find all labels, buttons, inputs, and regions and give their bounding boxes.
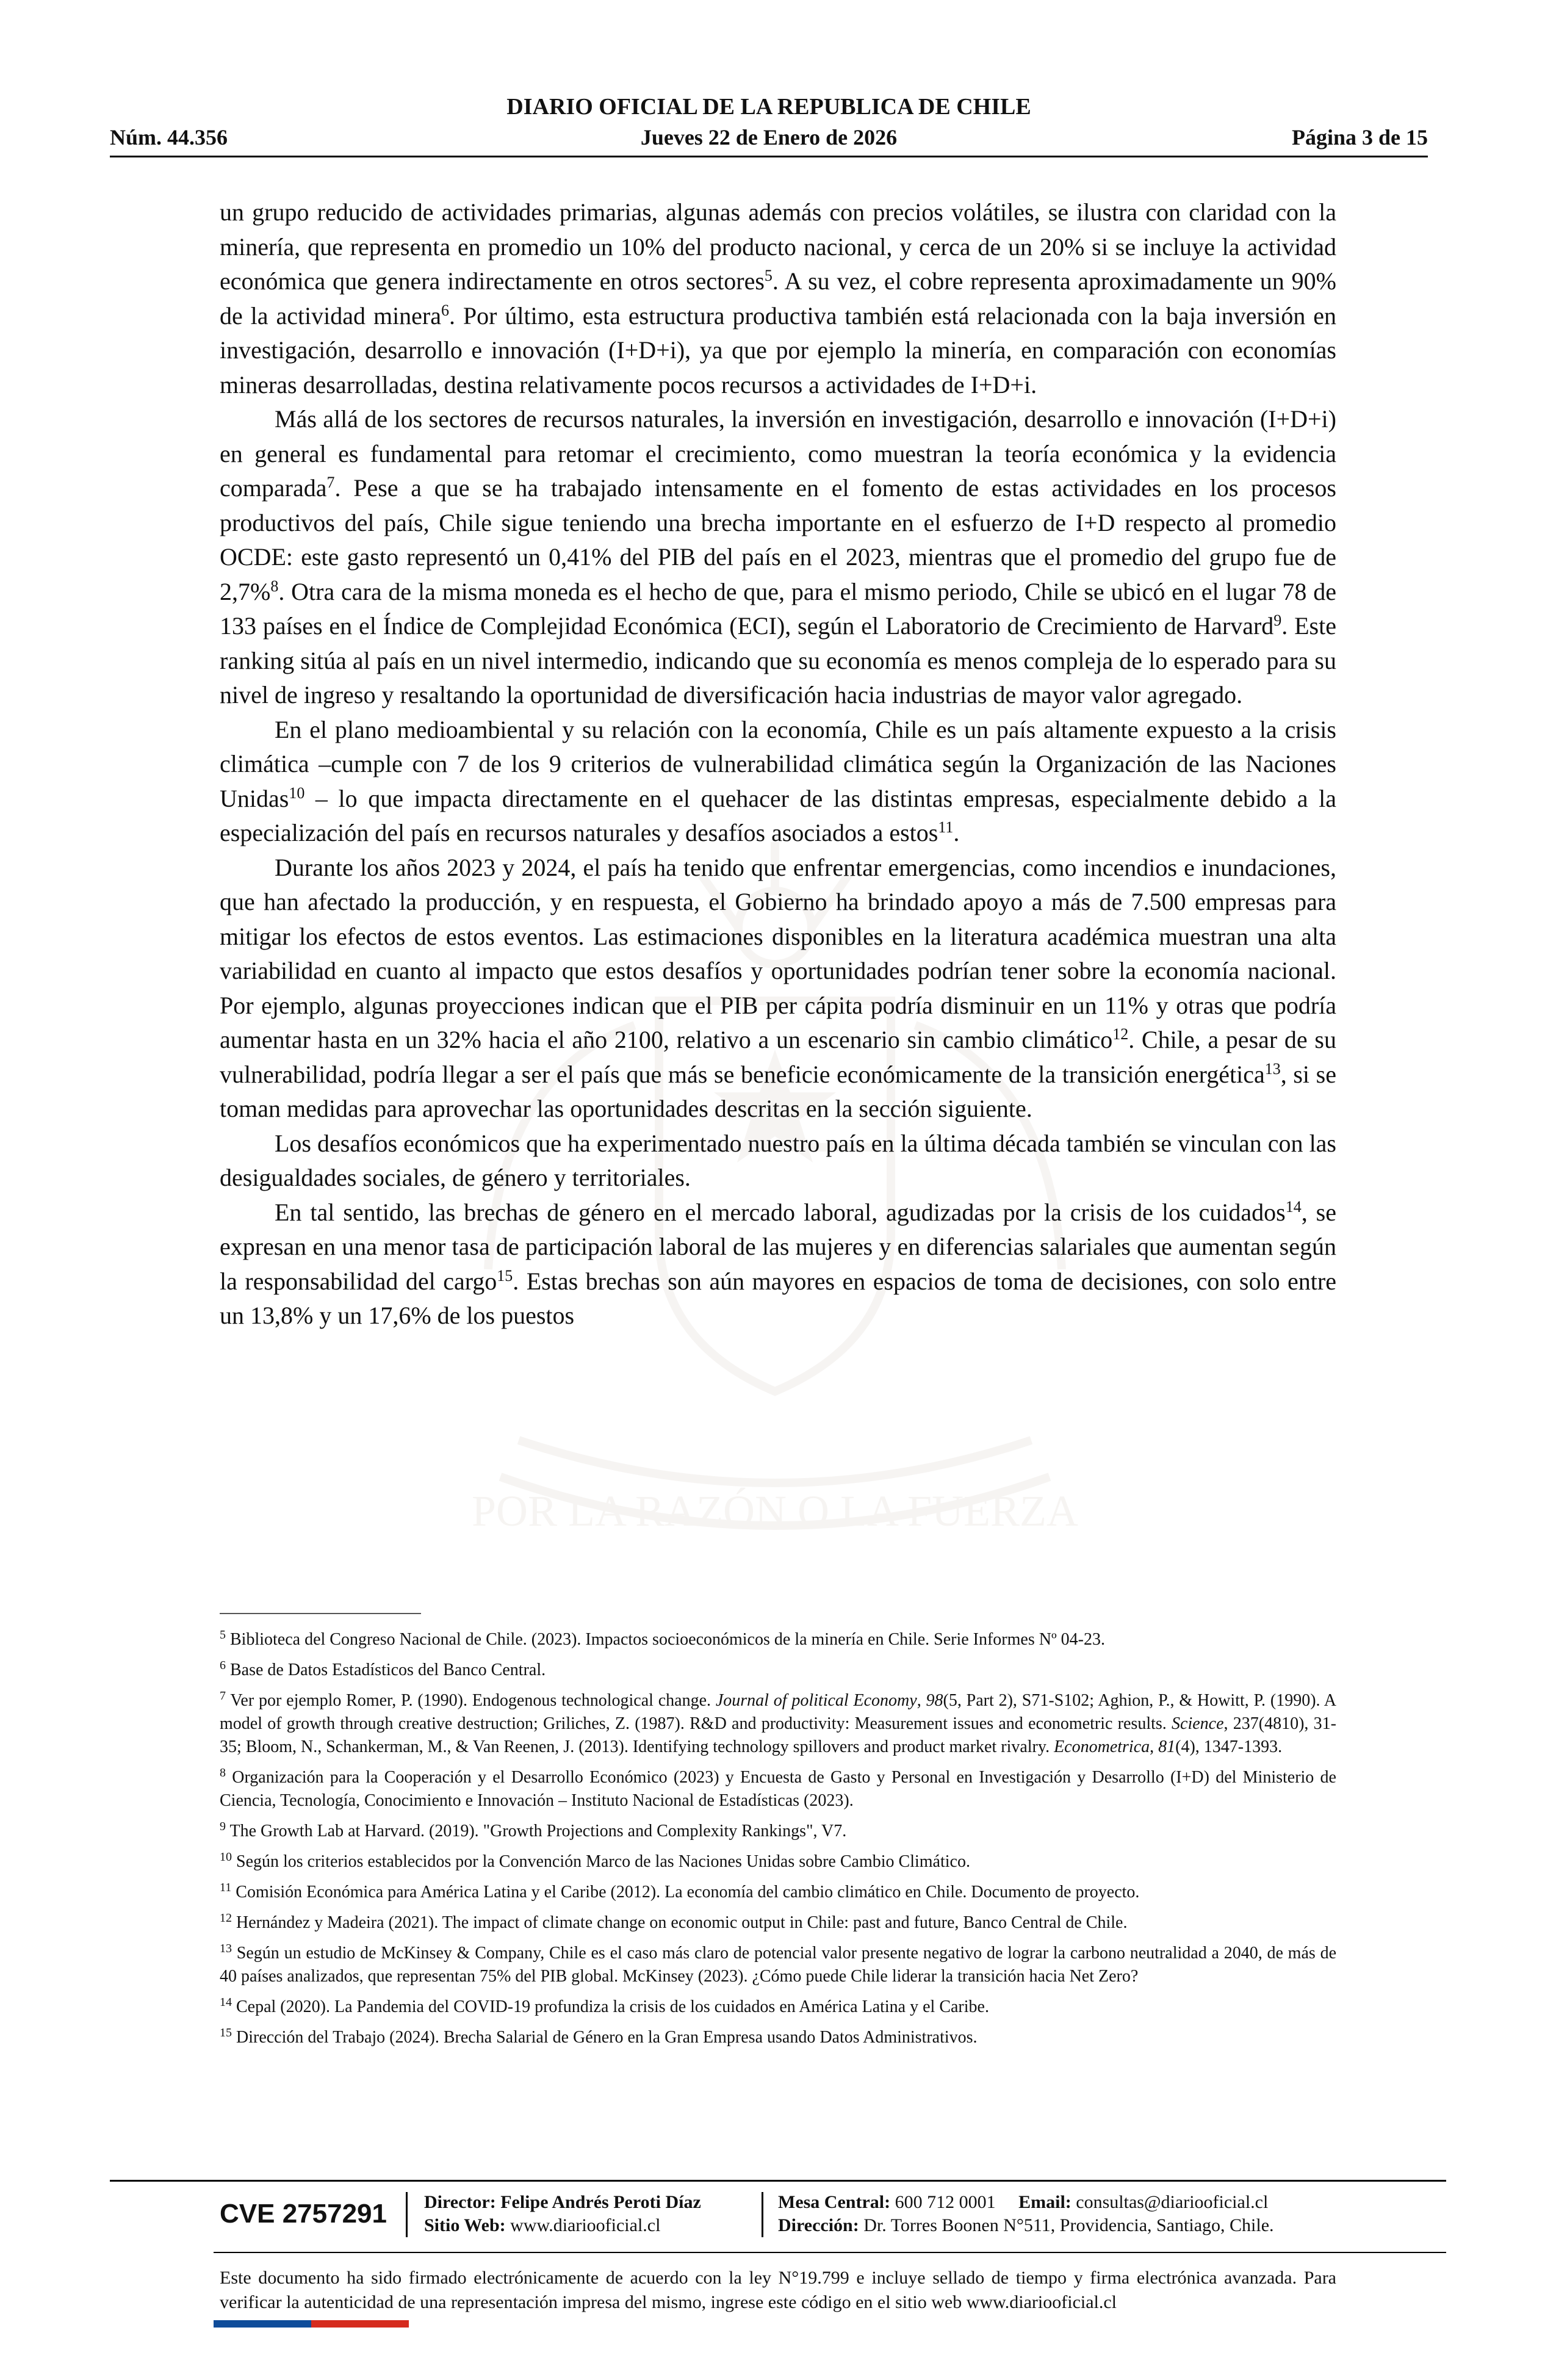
footnote-ref: 7 xyxy=(220,1689,226,1703)
footnote-ref: 9 xyxy=(1273,611,1282,629)
footnote-ref: 8 xyxy=(220,1766,226,1780)
paragraph: Los desafíos económicos que ha experimentado nuestro país en la última década también se vinculan con las desigualdades sociales, de género y territoriales. xyxy=(220,1129,1336,1191)
footnote-ref: 14 xyxy=(1285,1197,1302,1216)
footnote-ref: 15 xyxy=(220,2026,232,2039)
website-link[interactable]: www.diariooficial.cl xyxy=(510,2215,661,2235)
website-label: Sitio Web: xyxy=(424,2215,506,2235)
footnote-ref: 12 xyxy=(220,1911,232,1925)
footnote-ref: 13 xyxy=(220,1942,232,1955)
header-divider xyxy=(110,156,1428,157)
footer-director-block xyxy=(424,2191,701,2237)
director-label: Director: xyxy=(424,2192,496,2212)
footnote-ref: 6 xyxy=(441,301,450,319)
footnote-ref: 10 xyxy=(220,1850,232,1864)
address-label: Dirección: xyxy=(778,2215,859,2235)
legal-notice: Este documento ha sido firmado electrónicamente de acuerdo con la ley N°19.799 e incluye sellado de tiempo y firma electrónica avanzada. Para verificar la autenticidad de una representación impresa del mismo, ingrese este código en el sitio web www.diariooficial.cl xyxy=(220,2268,1336,2312)
footnote-divider xyxy=(220,1613,421,1614)
footnote: $^7$ Ver por ejemplo Romer, P. (1990). Endogenous technological change. Journal of political Economy, 98(5, Part 2), S71-S102; Aghion, P., & Howitt, P. (1990). A model of growth through creative destruction; Griliches, Z. (1987). R&D and productivity: Measurement issues and econometric results. Science, 237(4810), 31-35; Bloom, N., Schankerman, M., & Van Reenen, J. (2013). Identifying technology spillovers and product market rivalry. Econometrica, 81(4), 1347-1393. xyxy=(220,1689,1337,1756)
italic-title: Econometrica xyxy=(1054,1737,1150,1756)
footnote: $^{11}$ Comisión Económica para América Latina y el Caribe (2012). La economía del cambio climático en Chile. Documento de proyecto. xyxy=(220,1881,1140,1902)
footnote-ref: 14 xyxy=(220,1996,232,2009)
footer-contact-block xyxy=(778,2191,1274,2237)
footnote: $^8$ Organización para la Cooperación y el Desarrollo Económico (2023) y Encuesta de Gasto y Personal en Investigación y Desarrollo (I+D) del Ministerio de Ciencia, Tecnología, Conocimiento e Innovación – Instituto Nacional de Estadísticas (2023). xyxy=(220,1766,1336,1810)
italic-title: 98 xyxy=(926,1691,943,1710)
footer-separator xyxy=(762,2192,763,2237)
footnote-ref: 10 xyxy=(289,784,305,802)
footnote-ref: 6 xyxy=(220,1659,226,1672)
flag-stripe-blue xyxy=(214,2320,311,2328)
paragraph: En el plano medioambiental y su relación con la economía, Chile es un país altamente expuesto a la crisis climática –cumple con 7 de los 9 criterios de vulnerabilidad climática según la Organización de las Naciones Unidas$^{10}$ – lo que impacta directamente en el quehacer de las distintas empresas, especialmente debido a la especialización del país en recursos naturales y desafíos asociados a estos$^{11}$. xyxy=(220,715,1336,846)
address: Dr. Torres Boonen N°511, Providencia, Santiago, Chile. xyxy=(863,2215,1274,2235)
footnote-ref: 13 xyxy=(1264,1059,1281,1078)
footnotes xyxy=(220,1628,1336,2057)
paragraph: Más allá de los sectores de recursos naturales, la inversión en investigación, desarrollo e innovación (I+D+i) en general es fundamental para retomar el crecimiento, como muestran la teoría económica y la evidencia comparada$^7$. Pese a que se ha trabajado intensamente en el fomento de estas actividades en los procesos productivos del país, Chile sigue teniendo una brecha importante en el esfuerzo de I+D respecto al promedio OCDE: este gasto representó un 0,41% del PIB del país en el 2023, mientras que el promedio del grupo fue de 2,7%$^8$. Otra cara de la misma moneda es el hecho de que, para el mismo periodo, Chile se ubicó en el lugar 78 de 133 países en el Índice de Complejidad Económica (ECI), según el Laboratorio de Crecimiento de Harvard$^9$. Este ranking sitúa al país en un nivel intermedio, indicando que su economía es menos compleja de lo esperado para su nivel de ingreso y resaltando la oportunidad de diversificación hacia industrias de mayor valor agregado. xyxy=(220,405,1336,709)
footnote-ref: 11 xyxy=(220,1881,232,1894)
footnote-ref: 11 xyxy=(938,818,954,836)
footnote: $^9$ The Growth Lab at Harvard. (2019). "Growth Projections and Complexity Rankings", V7. xyxy=(220,1820,847,1841)
footer-divider xyxy=(214,2252,1446,2253)
footnote-ref: 5 xyxy=(764,267,773,284)
page-number: Página 3 de 15 xyxy=(1291,125,1428,150)
seal-motto: POR LA RAZÓN O LA FUERZA xyxy=(471,1487,1079,1535)
footnote: $^{13}$ Según un estudio de McKinsey & Company, Chile es el caso más claro de potencial valor presente negativo de lograr la carbono neutralidad a 2040, de más de 40 países analizados, que representan 75% del PIB global. McKinsey (2023). ¿Cómo puede Chile liderar la transición hacia Net Zero? xyxy=(220,1942,1336,1986)
footnote-ref: 15 xyxy=(497,1266,513,1285)
footnote-ref: 9 xyxy=(220,1820,226,1833)
paragraph: En tal sentido, las brechas de género en el mercado laboral, agudizadas por la crisis de los cuidados$^{14}$, se expresan en una menor tasa de participación laboral de las mujeres y en diferencias salariales que aumentan según la responsabilidad del cargo$^{15}$. Estas brechas son aún mayores en espacios de toma de decisiones, con solo entre un 13,8% y un 17,6% de los puestos xyxy=(220,1197,1336,1329)
footer-separator xyxy=(406,2192,408,2237)
footer-divider xyxy=(110,2180,1446,2182)
article-body xyxy=(220,195,1336,1333)
phone-number: 600 712 0001 xyxy=(895,2192,996,2212)
italic-title: 81 xyxy=(1158,1737,1176,1756)
footnote-ref: 5 xyxy=(220,1628,226,1642)
email-label: Email: xyxy=(1018,2192,1072,2212)
italic-title: Journal of political Economy xyxy=(715,1691,917,1710)
footnote: $^{15}$ Dirección del Trabajo (2024). Brecha Salarial de Género en la Gran Empresa usando Datos Administrativos. xyxy=(220,2026,978,2047)
footnote: $^{12}$ Hernández y Madeira (2021). The impact of climate change on economic output in Chile: past and future, Banco Central de Chile. xyxy=(220,1911,1128,1932)
italic-title: Science xyxy=(1172,1714,1224,1733)
issue-date: Jueves 22 de Enero de 2026 xyxy=(640,125,898,150)
paragraph: un grupo reducido de actividades primarias, algunas además con precios volátiles, se ilustra con claridad con la minería, que representa en promedio un 10% del producto nacional, y cerca de un 20% si se incluye la actividad económica que genera indirectamente en otros sectores$^5$. A su vez, el cobre representa aproximadamente un 90% de la actividad minera$^6$. Por último, esta estructura productiva también está relacionada con la baja inversión en investigación, desarrollo e innovación (I+D+i), ya que por ejemplo la minería, en comparación con economías mineras desarrolladas, destina relativamente pocos recursos a actividades de I+D+i. xyxy=(220,198,1337,398)
director-name: Felipe Andrés Peroti Díaz xyxy=(500,2192,701,2212)
footnote: $^{10}$ Según los criterios establecidos por la Convención Marco de las Naciones Unidas sobre Cambio Climático. xyxy=(220,1850,970,1871)
issue-number: Núm. 44.356 xyxy=(110,125,228,150)
footnote-ref: 12 xyxy=(1112,1025,1129,1043)
paragraph: Durante los años 2023 y 2024, el país ha tenido que enfrentar emergencias, como incendios e inundaciones, que han afectado la producción, y en respuesta, el Gobierno ha brindado apoyo a más de 7.500 empresas para mitigar los efectos de estos eventos. Las estimaciones disponibles en la literatura académica muestran una alta variabilidad en cuanto al impacto que estos desafíos y oportunidades podrían tener sobre la economía nacional. Por ejemplo, algunas proyecciones indican que el PIB per cápita podría disminuir en un 11% y otras que podría aumentar hasta en un 32% hacia el año 2100, relativo a un escenario sin cambio climático$^{12}$. Chile, a pesar de su vulnerabilidad, podría llegar a ser el país que más se beneficie económicamente de la transición energética$^{13}$, si se toman medidas para aprovechar las oportunidades descritas en la sección siguiente. xyxy=(220,853,1337,1122)
footnote: $^{14}$ Cepal (2020). La Pandemia del COVID-19 profundiza la crisis de los cuidados en América Latina y el Caribe. xyxy=(220,1996,989,2016)
footnote-ref: 8 xyxy=(270,577,279,595)
footnote: $^6$ Base de Datos Estadísticos del Banco Central. xyxy=(220,1659,546,1679)
footnote-ref: 7 xyxy=(326,474,335,491)
cve-code: CVE 2757291 xyxy=(220,2199,387,2229)
flag-stripe-red xyxy=(311,2320,409,2328)
phone-label: Mesa Central: xyxy=(778,2192,891,2212)
footnote: $^5$ Biblioteca del Congreso Nacional de Chile. (2023). Impactos socioeconómicos de la minería en Chile. Serie Informes Nº 04-23. xyxy=(220,1628,1105,1649)
email-link[interactable]: consultas@diariooficial.cl xyxy=(1076,2192,1269,2212)
gazette-name: DIARIO OFICIAL DE LA REPUBLICA DE CHILE xyxy=(506,94,1031,120)
